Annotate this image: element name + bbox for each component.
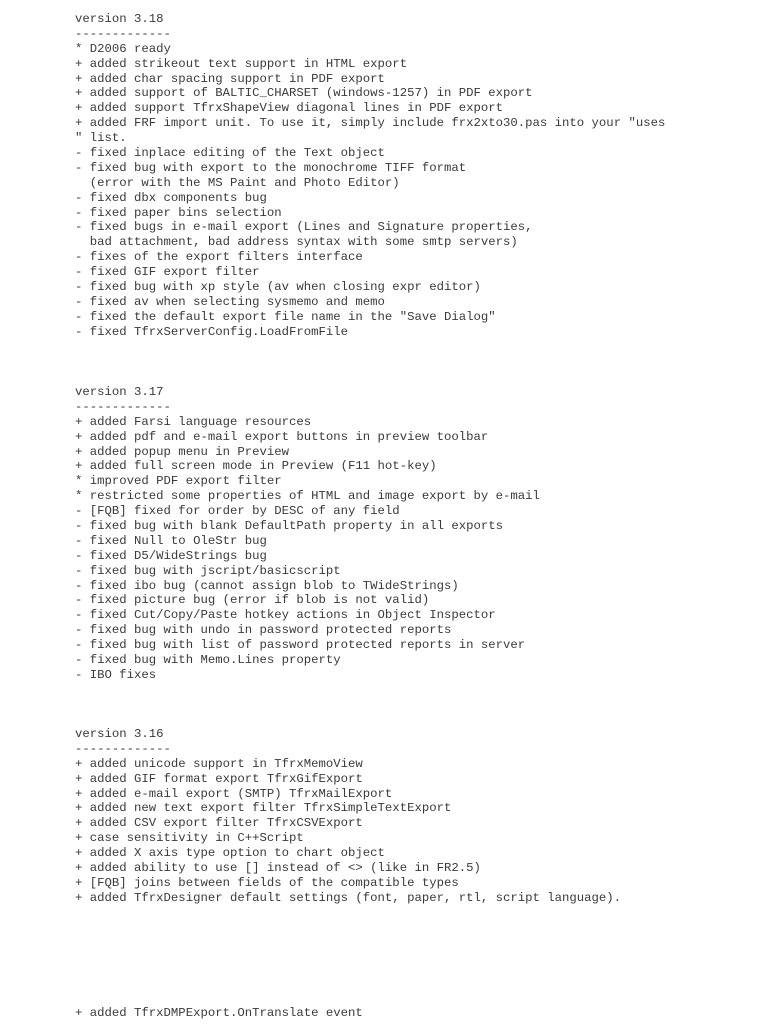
changelog-line: - fixed Cut/Copy/Paste hotkey actions in Object Inspector xyxy=(75,608,496,623)
changelog-line: + added popup menu in Preview xyxy=(75,444,290,459)
changelog-line: + case sensitivity in C++Script xyxy=(75,831,304,846)
version-heading: version 3.16 xyxy=(75,727,164,741)
changelog-line: - fixes of the export filters interface xyxy=(75,250,363,265)
changelog-line: " list. xyxy=(75,131,127,146)
changelog-line: + added full screen mode in Preview (F11 hot-key) xyxy=(75,459,437,474)
changelog-line: * D2006 ready xyxy=(75,41,171,56)
changelog-line: - [FQB] fixed for order by DESC of any field xyxy=(75,504,400,519)
changelog-line: - IBO fixes xyxy=(75,667,157,682)
changelog-line: - fixed bug with blank DefaultPath property in all exports xyxy=(75,519,504,534)
changelog-line: + added support TfrxShapeView diagonal lines in PDF export xyxy=(75,101,504,116)
changelog-line: - fixed bug with Memo.Lines property xyxy=(75,653,341,668)
changelog-line: - fixed inplace editing of the Text object xyxy=(75,146,385,161)
changelog-line: + added Farsi language resources xyxy=(75,414,312,429)
changelog-line: - fixed D5/WideStrings bug xyxy=(75,548,267,563)
changelog-line: + added support of BALTIC_CHARSET (windows-1257) in PDF export xyxy=(75,86,533,101)
changelog-line: - fixed dbx components bug xyxy=(75,190,267,205)
changelog-line: + added FRF import unit. To use it, simply include frx2xto30.pas into your "uses xyxy=(75,116,666,131)
version-heading: version 3.17 xyxy=(75,385,164,399)
changelog-line: bad attachment, bad address syntax with some smtp servers) xyxy=(75,235,518,250)
section-version-3-18 xyxy=(75,12,755,340)
section-continued xyxy=(75,1006,755,1021)
changelog-line: + added ability to use [] instead of <> (like in FR2.5) xyxy=(75,861,481,876)
changelog-line: - fixed bug with list of password protected reports in server xyxy=(75,638,526,653)
version-heading: version 3.18 xyxy=(75,12,164,26)
section-version-3-17 xyxy=(75,385,755,683)
changelog-line: - fixed picture bug (error if blob is not valid) xyxy=(75,593,430,608)
changelog-line: - fixed bug with export to the monochrome TIFF format xyxy=(75,160,467,175)
changelog-line: * restricted some properties of HTML and image export by e-mail xyxy=(75,489,540,504)
changelog-line: - fixed bug with xp style (av when closing expr editor) xyxy=(75,280,481,295)
changelog-line: + added pdf and e-mail export buttons in preview toolbar xyxy=(75,429,489,444)
section-version-3-16 xyxy=(75,727,755,906)
changelog-line: + added X axis type option to chart object xyxy=(75,846,385,861)
changelog-line: - fixed Null to OleStr bug xyxy=(75,533,267,548)
changelog-line: + added TfrxDesigner default settings (font, paper, rtl, script language). xyxy=(75,890,622,905)
changelog-line: + added new text export filter TfrxSimpleTextExport xyxy=(75,801,452,816)
heading-underline: ------------- xyxy=(75,741,171,756)
changelog-line: + added char spacing support in PDF export xyxy=(75,71,385,86)
changelog-line: - fixed paper bins selection xyxy=(75,205,282,220)
changelog-line: - fixed GIF export filter xyxy=(75,265,260,280)
changelog-line: - fixed TfrxServerConfig.LoadFromFile xyxy=(75,324,349,339)
changelog-line: + added CSV export filter TfrxCSVExport xyxy=(75,816,363,831)
changelog-line: - fixed bugs in e-mail export (Lines and Signature properties, xyxy=(75,220,533,235)
changelog-line: + added GIF format export TfrxGifExport xyxy=(75,771,363,786)
changelog-line: (error with the MS Paint and Photo Editor) xyxy=(75,175,400,190)
heading-underline: ------------- xyxy=(75,26,171,41)
changelog-line: + added unicode support in TfrxMemoView xyxy=(75,756,363,771)
changelog-line: + added TfrxDMPExport.OnTranslate event xyxy=(75,1006,363,1020)
heading-underline: ------------- xyxy=(75,399,171,414)
changelog-line: + added e-mail export (SMTP) TfrxMailExport xyxy=(75,786,393,801)
changelog-line: - fixed bug with undo in password protected reports xyxy=(75,623,452,638)
changelog-line: + added strikeout text support in HTML export xyxy=(75,56,408,71)
changelog-line: * improved PDF export filter xyxy=(75,474,282,489)
changelog-line: - fixed ibo bug (cannot assign blob to TWideStrings) xyxy=(75,578,459,593)
changelog-line: - fixed the default export file name in the "Save Dialog" xyxy=(75,309,496,324)
changelog-line: - fixed av when selecting sysmemo and memo xyxy=(75,294,385,309)
changelog-line: - fixed bug with jscript/basicscript xyxy=(75,563,341,578)
changelog-line: + [FQB] joins between fields of the compatible types xyxy=(75,875,459,890)
